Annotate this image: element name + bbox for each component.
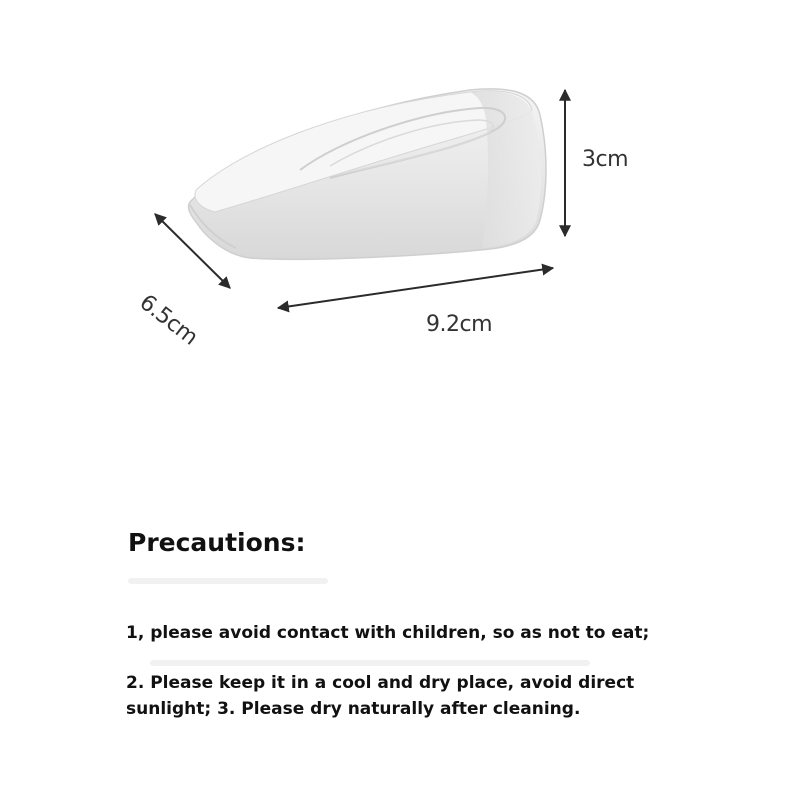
heel-cup-insert	[189, 89, 546, 259]
precaution-item-1: 1, please avoid contact with children, so as not to eat;	[126, 623, 650, 643]
divider	[150, 660, 590, 666]
length-arrow	[278, 268, 553, 308]
precautions-title: Precautions:	[128, 528, 306, 557]
length-label: 9.2cm	[426, 312, 493, 337]
precaution-item-2: 2. Please keep it in a cool and dry place, avoid direct sunlight; 3. Please dry naturally after cleaning.	[126, 673, 635, 719]
divider	[128, 578, 328, 584]
width-label: 6.5cm	[134, 290, 203, 351]
height-label: 3cm	[582, 147, 629, 172]
